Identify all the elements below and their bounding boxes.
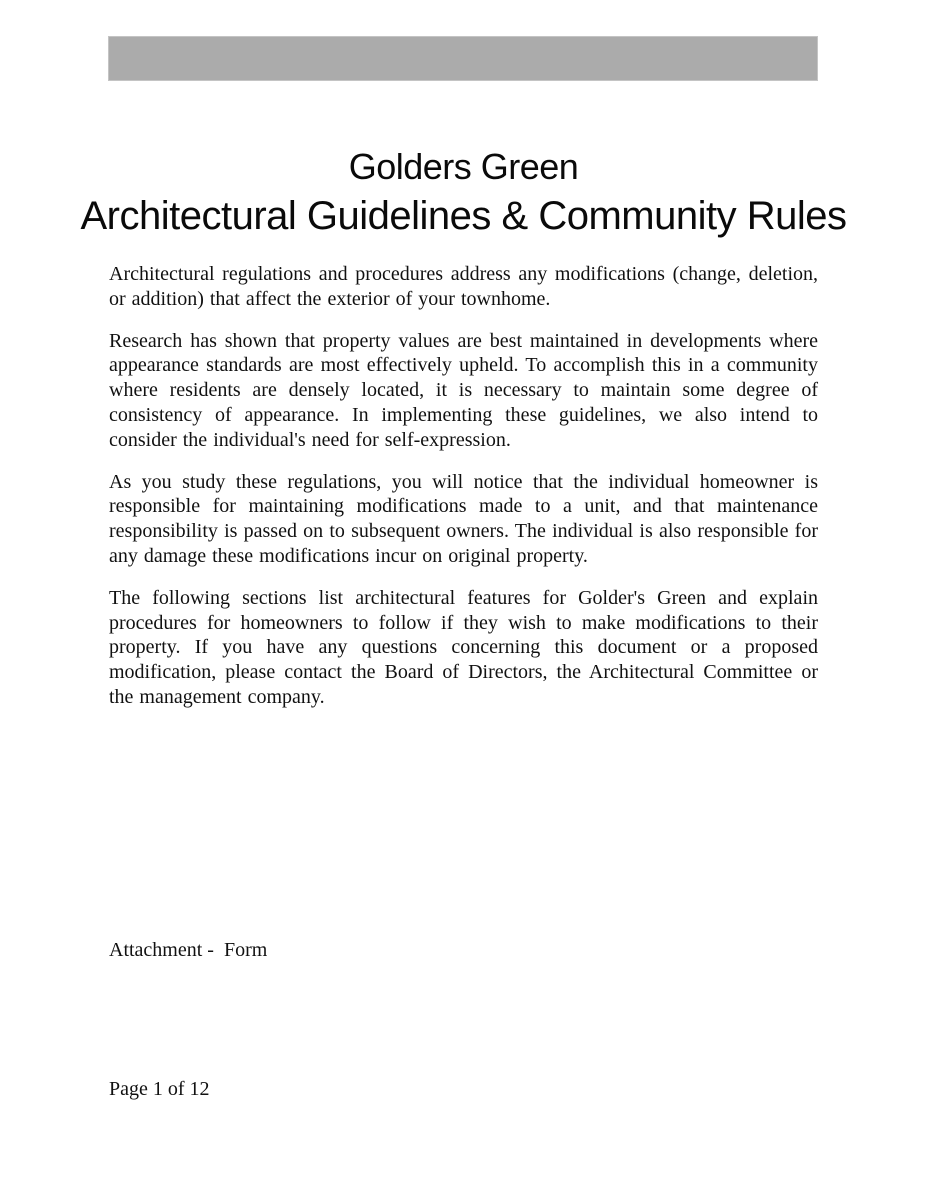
document-body	[109, 262, 818, 727]
paragraph-responsibility: As you study these regulations, you will notice that the individual homeowner is responsible for maintaining modifications made to a unit, and that maintenance responsibility is passed on to subsequent owners. The individual is also responsible for any damage these modifications incur on original property.	[109, 470, 818, 567]
header-gray-bar	[108, 36, 818, 81]
page-number-label: Page 1 of 12	[109, 1078, 210, 1100]
paragraph-intro: Architectural regulations and procedures address any modifications (change, deletion, or addition) that affect the exterior of your townhome.	[109, 263, 818, 310]
attachment-label: Attachment - Form	[109, 939, 268, 961]
title-line-1: Golders Green	[348, 146, 579, 187]
document-title	[80, 143, 847, 241]
paragraph-research: Research has shown that property values are best maintained in developments where appearance standards are most effectively upheld. To accomplish this in a community where residents are densely located, it is necessary to maintain some degree of consistency of appearance. In implementing these guidelines, we also intend to consider the individual's need for self-expression.	[109, 329, 818, 451]
paragraph-procedures: The following sections list architectural features for Golder's Green and explain procedures for homeowners to follow if they wish to make modifications to their property. If you have any questions concerning this document or a proposed modification, please contact the Board of Directors, the Architectural Committee or the management company.	[109, 586, 818, 708]
title-line-2: Architectural Guidelines & Community Rules	[80, 194, 847, 238]
